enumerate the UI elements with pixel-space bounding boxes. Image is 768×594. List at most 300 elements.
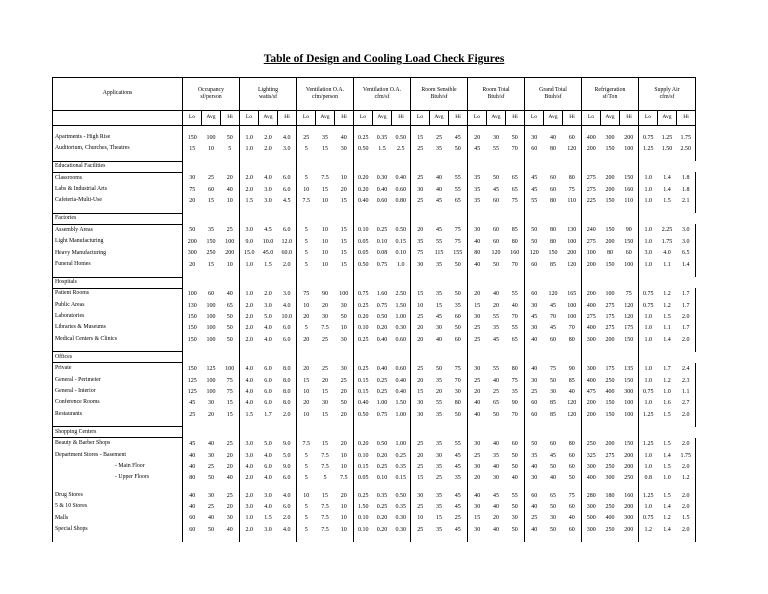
value-cell: 10 <box>322 250 328 257</box>
value-cell: 1.25 <box>639 143 658 154</box>
application-label: Department Stores - Basement <box>53 450 183 461</box>
value-cell: 5 <box>297 236 316 247</box>
spacer-row <box>53 536 696 542</box>
value-cell: 2.0 <box>677 501 696 512</box>
value-cell: 50 <box>511 504 518 511</box>
value-cell: 35 <box>468 172 487 184</box>
value-cell: 25 <box>411 172 430 184</box>
value-cell: 60 <box>183 524 202 535</box>
value-cell: 0.50 <box>354 409 373 420</box>
value-cell: 45 <box>525 184 544 195</box>
application-label: Cafeteria-Multi-Use <box>53 196 183 207</box>
application-label: Classrooms <box>53 172 183 184</box>
value-cell: 1.4 <box>663 336 671 343</box>
subheader-avg: Avg <box>430 111 449 126</box>
value-cell: 50 <box>493 175 499 182</box>
value-cell: 60 <box>525 398 544 409</box>
value-cell: 1.5 <box>240 409 259 420</box>
value-cell: 35 <box>436 463 442 470</box>
header-supply-air: Supply Air cfm/sf <box>639 78 696 111</box>
value-cell: 60 <box>550 175 556 182</box>
value-cell: 400 <box>605 388 615 395</box>
value-cell: 15 <box>436 302 442 309</box>
value-cell: 45 <box>493 186 499 193</box>
value-cell: 0.40 <box>354 196 373 207</box>
value-cell: 20 <box>208 411 214 418</box>
value-cell: 45 <box>454 134 461 141</box>
value-cell: 25 <box>436 134 442 141</box>
value-cell: 30 <box>454 388 461 395</box>
value-cell: 400 <box>582 132 601 143</box>
value-cell: 275 <box>582 184 601 195</box>
value-cell: 55 <box>493 146 499 153</box>
value-cell: 20 <box>340 411 347 418</box>
value-cell: 65 <box>550 492 556 499</box>
value-cell: 30 <box>525 323 544 334</box>
value-cell: 40 <box>511 475 518 482</box>
value-cell: 80 <box>550 146 556 153</box>
value-cell: 55 <box>493 313 499 320</box>
value-cell: 30 <box>468 438 487 450</box>
value-cell: 8.0 <box>283 400 291 407</box>
value-cell: 2.5 <box>397 146 405 153</box>
value-cell: 50 <box>511 134 518 141</box>
value-cell: 1.7 <box>677 288 696 300</box>
value-cell: 45 <box>550 452 556 459</box>
value-cell: 0.80 <box>395 198 406 205</box>
value-cell: 20 <box>340 186 347 193</box>
value-cell: 50 <box>226 336 233 343</box>
value-cell: 75 <box>297 288 316 300</box>
value-cell: 65 <box>226 302 233 309</box>
value-cell: 0.25 <box>354 490 373 501</box>
value-cell: 15 <box>468 513 487 524</box>
application-label: - Upper Floors <box>53 473 183 484</box>
value-cell: 25 <box>454 515 461 522</box>
value-cell: 70 <box>511 313 518 320</box>
value-cell: 30 <box>468 501 487 512</box>
value-cell: 45 <box>525 172 544 184</box>
value-cell: 15 <box>226 411 233 418</box>
value-cell: 25 <box>436 475 442 482</box>
value-cell: 100 <box>567 239 577 246</box>
value-cell: 1.0 <box>639 224 658 236</box>
value-cell: 60 <box>568 463 575 470</box>
value-cell: 20 <box>183 196 202 207</box>
value-cell: 120 <box>567 400 577 407</box>
value-cell: 10 <box>297 184 316 195</box>
value-cell: 2.7 <box>677 398 696 409</box>
value-cell: 5 <box>297 501 316 512</box>
application-label: Heavy Manufacturing <box>53 248 183 259</box>
value-cell: 0.50 <box>395 227 406 234</box>
value-cell: 45 <box>183 398 202 409</box>
value-cell: 0.35 <box>376 492 388 499</box>
value-cell: 150 <box>605 411 615 418</box>
value-cell: 3.0 <box>240 450 259 461</box>
value-cell: 1.5 <box>378 146 386 153</box>
table-row <box>53 450 696 461</box>
table-row <box>53 409 696 420</box>
value-cell: 7.5 <box>321 504 329 511</box>
value-cell: 40 <box>436 186 442 193</box>
value-cell: 0.20 <box>354 184 373 195</box>
value-cell: 1.0 <box>639 398 658 409</box>
value-cell: 10.0 <box>262 239 274 246</box>
value-cell: 2.0 <box>283 261 291 268</box>
value-cell: 2.0 <box>677 524 696 535</box>
value-cell: 200 <box>605 175 615 182</box>
value-cell: 75 <box>568 492 575 499</box>
value-cell: 30 <box>550 388 556 395</box>
value-cell: 2.3 <box>677 375 696 386</box>
value-cell: 5 <box>297 473 316 484</box>
value-cell: 15.0 <box>240 248 259 259</box>
section-header-row <box>53 161 696 172</box>
subheader-hi: Hi <box>563 111 582 126</box>
value-cell: 60 <box>568 526 575 533</box>
value-cell: 45 <box>550 302 556 309</box>
value-cell: 50 <box>454 290 461 297</box>
value-cell: 5.0 <box>283 452 291 459</box>
value-cell: 5 <box>297 259 316 270</box>
value-cell: 0.15 <box>395 239 406 246</box>
value-cell: 25 <box>208 175 214 182</box>
value-cell: 5 <box>297 224 316 236</box>
value-cell: 60 <box>454 313 461 320</box>
value-cell: 5 <box>297 248 316 259</box>
value-cell: 35 <box>454 302 461 309</box>
value-cell: 1.0 <box>240 143 259 154</box>
value-cell: 30 <box>411 409 430 420</box>
value-cell: 40 <box>568 515 575 522</box>
value-cell: 40 <box>468 398 487 409</box>
value-cell: 45 <box>454 492 461 499</box>
value-cell: 40 <box>436 175 442 182</box>
value-cell: 35 <box>208 227 214 234</box>
value-cell: 0.75 <box>376 302 388 309</box>
value-cell: 40 <box>183 490 202 501</box>
table-row <box>53 334 696 345</box>
value-cell: 10.0 <box>281 313 292 320</box>
application-label: - Main Floor <box>53 461 183 472</box>
application-label: Private <box>53 363 183 375</box>
value-cell: 2.0 <box>677 334 696 345</box>
value-cell: 35 <box>436 146 442 153</box>
value-cell: 300 <box>624 388 634 395</box>
value-cell: 35 <box>493 325 499 332</box>
value-cell: 300 <box>582 363 601 375</box>
value-cell: 0.75 <box>639 386 658 397</box>
value-cell: 0.20 <box>354 311 373 322</box>
value-cell: 20 <box>411 323 430 334</box>
value-cell: 6.0 <box>264 400 272 407</box>
value-cell: 40 <box>468 259 487 270</box>
value-cell: 2.0 <box>240 524 259 535</box>
value-cell: 40 <box>525 363 544 375</box>
value-cell: 25 <box>411 196 430 207</box>
value-cell: 0.75 <box>376 261 388 268</box>
subheader-hi: Hi <box>677 111 696 126</box>
value-cell: 40 <box>226 475 233 482</box>
value-cell: 1.5 <box>264 261 272 268</box>
value-cell: 15 <box>468 300 487 311</box>
value-cell: 150 <box>605 198 615 205</box>
value-cell: 5 <box>228 146 232 153</box>
value-cell: 15 <box>322 440 328 447</box>
value-cell: 45 <box>436 227 442 234</box>
value-cell: 7.5 <box>321 452 329 459</box>
value-cell: 250 <box>605 377 615 384</box>
value-cell: 1.4 <box>663 175 671 182</box>
value-cell: 1.00 <box>395 313 406 320</box>
value-cell: 100 <box>206 336 216 343</box>
value-cell: 275 <box>605 302 615 309</box>
value-cell: 45 <box>493 492 499 499</box>
value-cell: 2.0 <box>240 323 259 334</box>
value-cell: 0.05 <box>354 248 373 259</box>
value-cell: 20 <box>340 492 347 499</box>
value-cell: 150 <box>183 334 202 345</box>
value-cell: 10 <box>340 515 347 522</box>
value-cell: 10 <box>226 261 233 268</box>
value-cell: 25 <box>411 461 430 472</box>
value-cell: 0.20 <box>354 172 373 184</box>
section-header-row <box>53 352 696 363</box>
value-cell: 150 <box>624 440 634 447</box>
value-cell: 70 <box>511 146 518 153</box>
value-cell: 6.0 <box>283 325 291 332</box>
value-cell: 15 <box>226 400 233 407</box>
value-cell: 150 <box>605 400 615 407</box>
value-cell: 40 <box>208 440 214 447</box>
value-cell: 40 <box>493 440 499 447</box>
value-cell: 0.20 <box>376 526 388 533</box>
value-cell: 0.30 <box>376 175 388 182</box>
value-cell: 150 <box>624 377 634 384</box>
value-cell: 0.25 <box>376 504 388 511</box>
value-cell: 0.10 <box>354 513 373 524</box>
value-cell: 100 <box>225 365 235 372</box>
value-cell: 40 <box>468 409 487 420</box>
value-cell: 20 <box>226 504 233 511</box>
value-cell: 5 <box>297 524 316 535</box>
value-cell: 25 <box>322 365 328 372</box>
value-cell: 40 <box>525 501 544 512</box>
value-cell: 15 <box>322 186 328 193</box>
value-cell: 15 <box>340 239 347 246</box>
value-cell: 40 <box>183 450 202 461</box>
value-cell: 1.0 <box>663 388 671 395</box>
value-cell: 5 <box>297 143 316 154</box>
value-cell: 2.4 <box>677 363 696 375</box>
value-cell: 20 <box>436 388 442 395</box>
value-cell: 25 <box>411 311 430 322</box>
value-cell: 0.40 <box>354 398 373 409</box>
value-cell: 25 <box>411 143 430 154</box>
value-cell: 40 <box>493 290 499 297</box>
header-ventilation-sf: Ventilation O.A. cfm/sf <box>354 78 411 111</box>
value-cell: 135 <box>624 365 634 372</box>
value-cell: 3.0 <box>264 198 272 205</box>
value-cell: 400 <box>582 323 601 334</box>
value-cell: 1.0 <box>639 323 658 334</box>
value-cell: 100 <box>582 248 601 259</box>
value-cell: 12.0 <box>281 239 292 246</box>
value-cell: 250 <box>624 475 634 482</box>
value-cell: 20 <box>468 288 487 300</box>
value-cell: 300 <box>605 134 615 141</box>
value-cell: 30 <box>525 375 544 386</box>
value-cell: 0.25 <box>395 452 406 459</box>
value-cell: 10 <box>411 513 430 524</box>
value-cell: 3.0 <box>639 248 658 259</box>
value-cell: 0.30 <box>395 526 406 533</box>
value-cell: 6.0 <box>264 388 272 395</box>
value-cell: 10 <box>322 239 328 246</box>
value-cell: 30 <box>208 452 214 459</box>
value-cell: 30 <box>550 515 556 522</box>
value-cell: 3.0 <box>264 302 272 309</box>
value-cell: 2.0 <box>240 490 259 501</box>
value-cell: 20 <box>468 473 487 484</box>
value-cell: 200 <box>183 236 202 247</box>
value-cell: 55 <box>493 365 499 372</box>
value-cell: 55 <box>511 325 518 332</box>
value-cell: 8.0 <box>283 365 291 372</box>
value-cell: 55 <box>454 440 461 447</box>
value-cell: 200 <box>605 336 615 343</box>
value-cell: 60 <box>183 513 202 524</box>
value-cell: 0.25 <box>354 363 373 375</box>
value-cell: 1.0 <box>639 363 658 375</box>
section-title: Hospitals <box>53 277 183 288</box>
value-cell: 70 <box>550 313 556 320</box>
value-cell: 40 <box>183 461 202 472</box>
value-cell: 5 <box>297 513 316 524</box>
value-cell: 15 <box>322 411 328 418</box>
value-cell: 45 <box>493 336 499 343</box>
value-cell: 25 <box>411 363 430 375</box>
value-cell: 1.4 <box>663 452 671 459</box>
value-cell: 65 <box>511 186 518 193</box>
value-cell: 4.0 <box>283 492 291 499</box>
value-cell: 200 <box>624 134 634 141</box>
value-cell: 2.0 <box>240 311 259 322</box>
value-cell: 115 <box>434 250 444 257</box>
value-cell: 2.0 <box>677 311 696 322</box>
application-label: Labs & Industrial Arts <box>53 184 183 195</box>
value-cell: 80 <box>607 250 613 257</box>
value-cell: 90 <box>568 365 575 372</box>
value-cell: 110 <box>567 198 577 205</box>
value-cell: 3.0 <box>264 526 272 533</box>
value-cell: 1.8 <box>677 184 696 195</box>
value-cell: 0.25 <box>376 463 388 470</box>
value-cell: 1.4 <box>663 186 671 193</box>
value-cell: 60 <box>568 504 575 511</box>
value-cell: 8.0 <box>283 388 291 395</box>
application-label: General - Interior <box>53 386 183 397</box>
subheader-lo: Lo <box>468 111 487 126</box>
value-cell: 20 <box>493 515 499 522</box>
value-cell: 100 <box>605 290 615 297</box>
value-cell: 30 <box>183 172 202 184</box>
value-cell: 40 <box>493 463 499 470</box>
value-cell: 30 <box>468 224 487 236</box>
value-cell: 1.5 <box>663 492 671 499</box>
value-cell: 7.5 <box>321 463 329 470</box>
value-cell: 60 <box>493 239 499 246</box>
value-cell: 2.0 <box>240 184 259 195</box>
value-cell: 1.5 <box>663 440 671 447</box>
header-refrigeration: Refrigeration sf/Ton <box>582 78 639 111</box>
table-row <box>53 132 696 143</box>
subheader-lo: Lo <box>183 111 202 126</box>
application-label: Apartments - High Rise <box>53 132 183 143</box>
value-cell: 40 <box>340 134 347 141</box>
value-cell: 60 <box>550 336 556 343</box>
value-cell: 50 <box>454 261 461 268</box>
value-cell: 125 <box>183 386 202 397</box>
value-cell: 0.40 <box>376 365 388 372</box>
value-cell: 1.0 <box>639 196 658 207</box>
header-lighting: Lighting watts/sf <box>240 78 297 111</box>
table-row <box>53 363 696 375</box>
table-row <box>53 398 696 409</box>
value-cell: 25 <box>226 492 233 499</box>
subheader-hi: Hi <box>506 111 525 126</box>
value-cell: 85 <box>550 411 556 418</box>
value-cell: 65 <box>493 400 499 407</box>
value-cell: 30 <box>226 515 233 522</box>
value-cell: 3.0 <box>283 146 291 153</box>
subheader-avg: Avg <box>202 111 221 126</box>
value-cell: 85 <box>550 400 556 407</box>
value-cell: 15 <box>183 143 202 154</box>
table-header-row <box>53 78 696 111</box>
application-label: Drug Stores <box>53 490 183 501</box>
header-room-sensible: Room Sensible Btuh/sf <box>411 78 468 111</box>
value-cell: 120 <box>491 250 501 257</box>
value-cell: 2.50 <box>395 290 406 297</box>
value-cell: 10 <box>297 300 316 311</box>
value-cell: 75 <box>511 198 518 205</box>
table-row <box>53 300 696 311</box>
value-cell: 30 <box>468 461 487 472</box>
value-cell: 2.0 <box>283 411 291 418</box>
value-cell: 90 <box>511 400 518 407</box>
value-cell: 300 <box>582 524 601 535</box>
value-cell: 400 <box>582 300 601 311</box>
value-cell: 3.0 <box>283 290 291 297</box>
value-cell: 4.5 <box>264 227 272 234</box>
value-cell: 0.25 <box>354 300 373 311</box>
value-cell: 35 <box>436 290 442 297</box>
value-cell: 50 <box>525 236 544 247</box>
value-cell: 250 <box>206 250 216 257</box>
table-row <box>53 288 696 300</box>
value-cell: 65 <box>454 198 461 205</box>
value-cell: 85 <box>511 227 518 234</box>
value-cell: 0.10 <box>354 224 373 236</box>
value-cell: 35 <box>411 236 430 247</box>
value-cell: 0.75 <box>376 411 388 418</box>
value-cell: 0.25 <box>376 388 388 395</box>
value-cell: 10 <box>226 198 233 205</box>
value-cell: 60 <box>208 290 214 297</box>
value-cell: 80 <box>454 400 461 407</box>
